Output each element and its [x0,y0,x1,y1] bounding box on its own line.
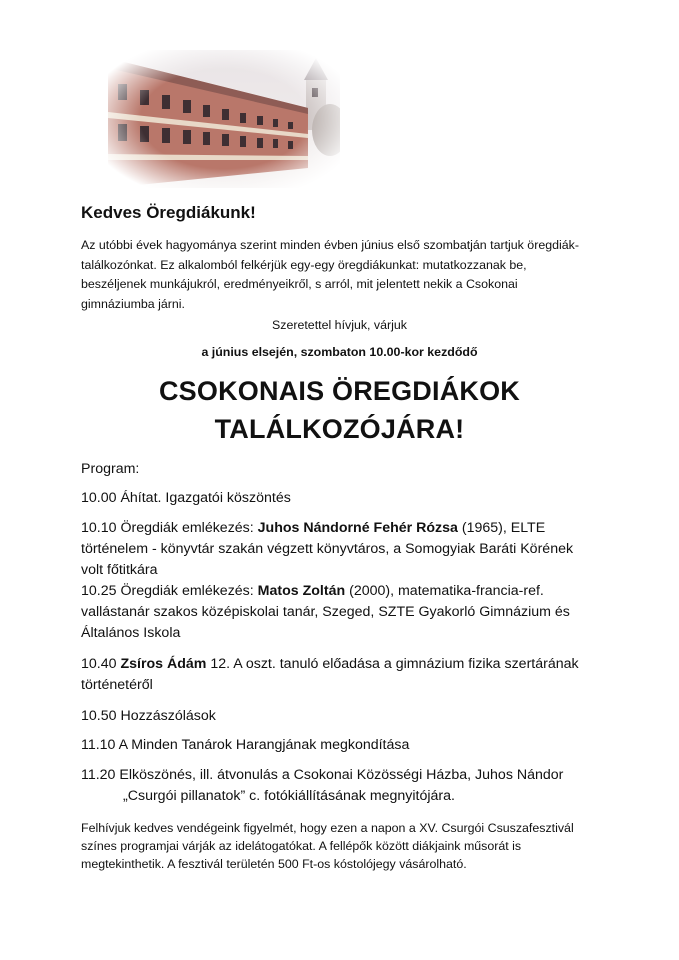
program-item-1120 [81,765,621,807]
speaker-name: Zsíros Ádám [120,656,207,672]
event-title-line: TALÁLKOZÓJÁRA! [214,414,465,444]
program-text: vallástanár szakos középiskolai tanár, Szeged, SZTE Gyakorló Gimnázium és [81,604,570,620]
event-title-line: CSOKONAIS ÖREGDIÁKOK [158,376,521,406]
program-text: 10.10 Öregdiák emlékezés: [81,520,258,536]
footer-line: megtekinthetik. A fesztivál területén 500 Ft-os kóstolójegy vásárolható. [81,857,467,871]
intro-line: Az utóbbi évek hagyománya szerint minden évben június első szombatján tartjuk öregdiák- [81,238,579,252]
program-text: 11.20 Elköszönés, ill. átvonulás a Csokonai Közösségi Házba, Juhos Nándor [81,767,564,783]
program-text: (1965), ELTE [457,520,546,536]
program-text: 10.40 [81,656,121,672]
intro-paragraph [81,236,601,314]
program-text: történelem - könyvtár szakán végzett könyvtáros, a Somogyiak Baráti Körének [81,541,574,557]
intro-line: találkozónkat. Ez alkalomból felkérjük egy-egy öregdiákunkat: mutatkozzanak be, [81,257,527,272]
greeting-heading: Kedves Öregdiákunk! [81,203,256,222]
speaker-name: Matos Zoltán [257,583,346,599]
program-text: Általános Iskola [81,625,181,641]
footer-line: színes programjai várják az idelátogatókat. A fellépők között diákjaink műsorát is [81,839,522,853]
program-label: Program: [81,461,140,477]
program-text: „Csurgói pillanatok” c. fotókiállításának megnyitójára. [123,788,455,804]
program-text: 10.25 Öregdiák emlékezés: [81,583,258,599]
program-item-1040 [81,654,621,696]
program-text: (2000), matematika-francia-ref. [345,583,544,599]
program-text: volt főtitkára [81,562,158,578]
program-item-1010 [81,518,621,581]
program-text: 12. A oszt. tanuló előadása a gimnázium fizika szertárának [206,656,579,672]
speaker-name: Juhos Nándorné Fehér Rózsa [257,520,458,536]
program-item-1000: 10.00 Áhítat. Igazgatói köszöntés [81,490,291,506]
date-line: a június elsején, szombaton 10.00-kor kezdődő [201,345,478,359]
intro-line: gimnáziumba járni. [81,296,185,311]
program-item-1110: 11.10 A Minden Tanárok Harangjának megkondítása [81,737,410,753]
program-item-1025 [81,581,621,644]
program-item-1050: 10.50 Hozzászólások [81,708,216,724]
invite-line: Szeretettel hívjuk, várjuk [272,318,407,332]
footer-note [81,819,601,873]
school-building-photo [108,50,340,188]
event-title [0,372,679,448]
intro-line: beszéljenek munkájukról, eredményeikről, s arról, mit jelentett nekik a Csokonai [81,277,518,292]
footer-line: Felhívjuk kedves vendégeink figyelmét, hogy ezen a napon a XV. Csurgói Csuszafesztivál [81,821,574,835]
program-text: történetéről [81,677,153,693]
